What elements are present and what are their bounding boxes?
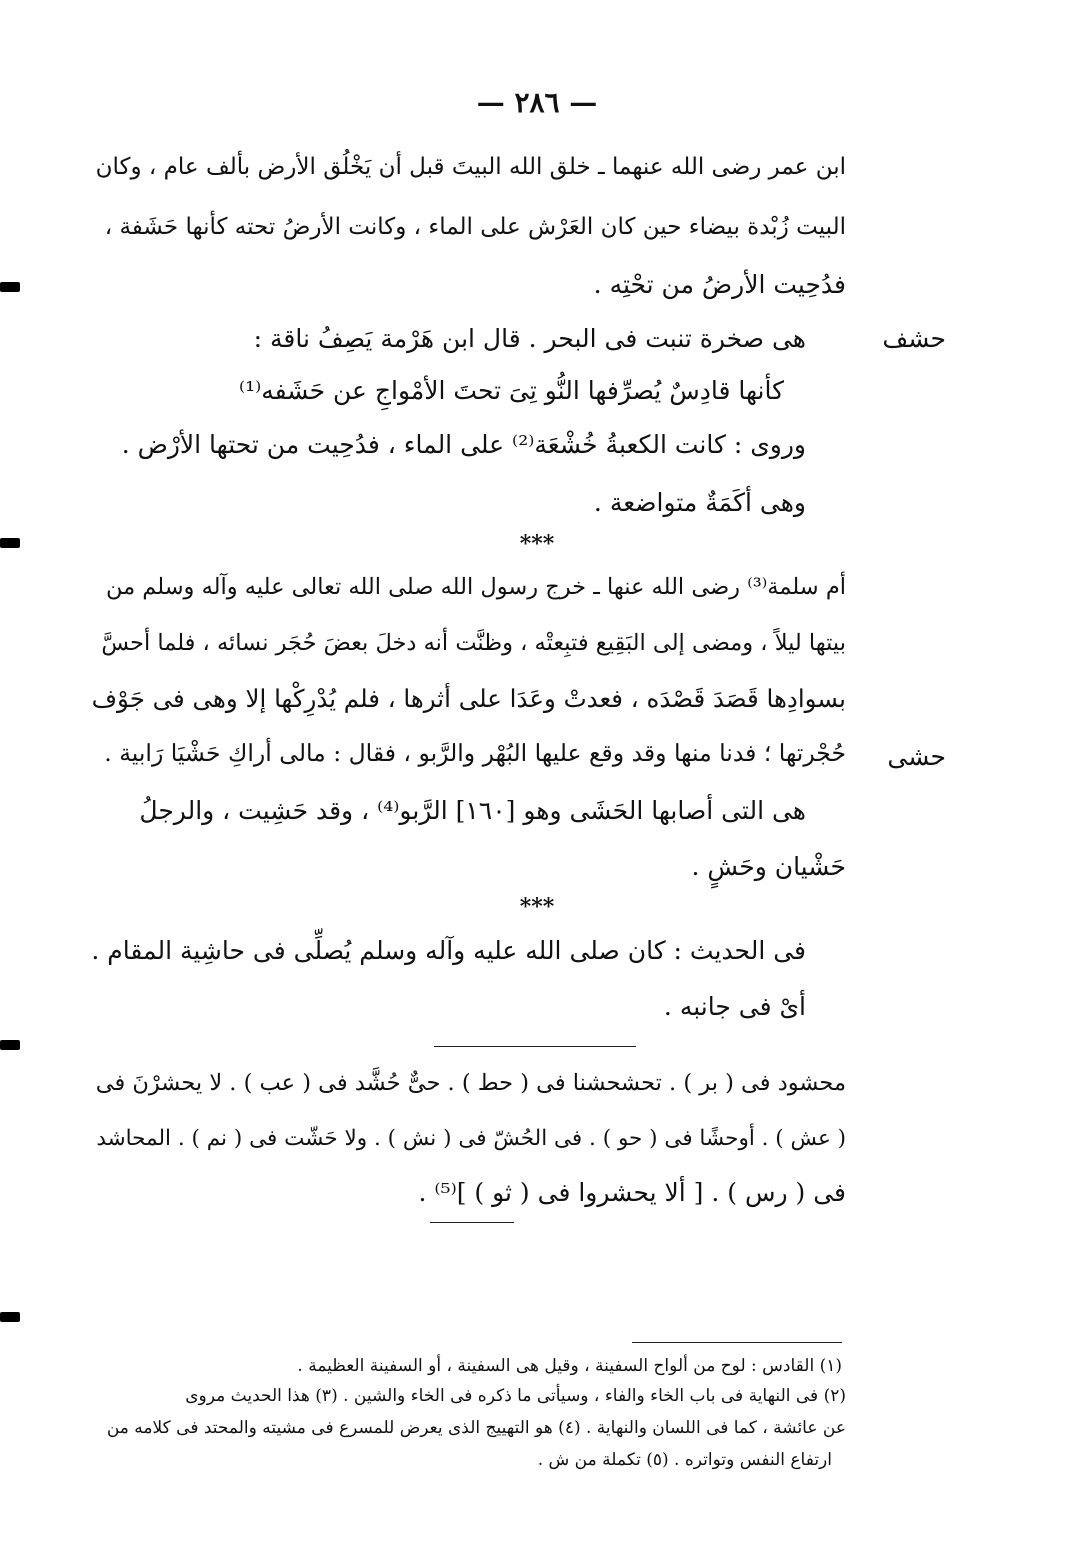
- text-line: ابن عمر رضى الله عنهما ـ خلق الله البيتَ قبل أن يَخْلُق الأرض بألف عام ، وكان: [95, 154, 846, 180]
- section-rule: [430, 1222, 514, 1223]
- text-line: البيت زُبْدة بيضاء حين كان العَرْش على الماء ، وكانت الأرضُ تحته كأنها حَشَفة ،: [104, 214, 846, 240]
- cross-ref-line: محشود فى ( بر ) . تحشحشنا فى ( حط ) . حىٌّ حُشَّد فى ( عب ) . لا يحشرْنَ فى: [95, 1070, 846, 1096]
- scan-edge-mark: [0, 538, 20, 548]
- text-line: بيتها ليلاً ، ومضى إلى البَقِيع فتبِعتْه ، وظنَّت أنه دخلَ بعضَ حُجَر نسائه ، فلما أحسَّ: [101, 630, 846, 656]
- footnote-rule: [632, 1342, 842, 1343]
- text-line: هى التى أصابها الحَشَى وهو [١٦٠] الرَّبو⁽⁴⁾ ، وقد حَشِيت ، والرجلُ: [139, 796, 806, 825]
- text-line: فدُحِيت الأرضُ من تحْتِه .: [593, 270, 846, 299]
- poem-verse: كأنها قادِسٌ يُصرِّفها النُّو تِىَ تحتَ الأمْواجِ عن حَشَفه⁽¹⁾: [238, 376, 784, 405]
- cross-ref-line: فى ( رس ) . [ ألا يحشروا فى ( ثو ) ]⁽⁵⁾ .: [418, 1178, 846, 1207]
- text-line: أم سلمة⁽³⁾ رضى الله عنها ـ خرج رسول الله صلى الله تعالى عليه وآله وسلم من: [105, 574, 846, 600]
- headword-hashaf: حشف: [882, 324, 946, 353]
- scan-edge-mark: [0, 1040, 20, 1050]
- cross-ref-line: ( عش ) . أوحشًا فى ( حو ) . فى الحُشّ فى ( نش ) . ولا حَشّت فى ( نم ) . المحاشد: [96, 1126, 846, 1151]
- footnote-line: عن عائشة ، كما فى اللسان والنهاية . (٤) هو التهييج الذى يعرض للمسرع فى مشيته والمحتد فى كلامه من: [106, 1418, 846, 1438]
- page-number: — ٢٨٦ —: [476, 86, 598, 119]
- text-line: فى الحديث : كان صلى الله عليه وآله وسلم يُصلِّى فى حاشِية المقام .: [91, 936, 806, 965]
- text-line: بسوادِها قَصَدَ قَصْدَه ، فعدتْ وعَدَا على أثرها ، فلم يُدْرِكْها إلا وهى فى جَوْف: [91, 684, 846, 713]
- scan-edge-mark: [0, 282, 20, 292]
- text-line: حَشْيان وحَشٍ .: [691, 852, 846, 881]
- text-line: وهى أكَمَةٌ متواضعة .: [593, 488, 806, 517]
- text-line: أىْ فى جانبه .: [663, 992, 806, 1021]
- footnote-line: ارتفاع النفس وتواتره . (٥) تكملة من ش .: [537, 1450, 832, 1470]
- section-separator: ***: [519, 894, 555, 920]
- text-line: حُجْرتها ؛ فدنا منها وقد وقع عليها البُهْر والرَّبو ، فقال : مالى أراكِ حَشْيَا رَابية .: [104, 739, 846, 767]
- footnote-line: (١) القادس : لوح من ألواح السفينة ، وقيل هى السفينة ، أو السفينة العظيمة .: [297, 1356, 842, 1376]
- scan-edge-mark: [0, 1312, 20, 1322]
- section-rule: [434, 1046, 636, 1047]
- section-separator: ***: [519, 531, 555, 557]
- entry-intro: هى صخرة تنبت فى البحر . قال ابن هَرْمة يَصِفُ ناقة :: [253, 324, 806, 353]
- footnote-line: (٢) فى النهاية فى باب الخاء والفاء ، وسيأتى ما ذكره فى الخاء والشين . (٣) هذا الحديث مروى: [185, 1386, 846, 1406]
- text-line: وروى : كانت الكعبةُ خُشْعَة⁽²⁾ على الماء ، فدُحِيت من تحتها الأرْض .: [121, 430, 806, 459]
- headword-hasha: حشى: [887, 742, 946, 771]
